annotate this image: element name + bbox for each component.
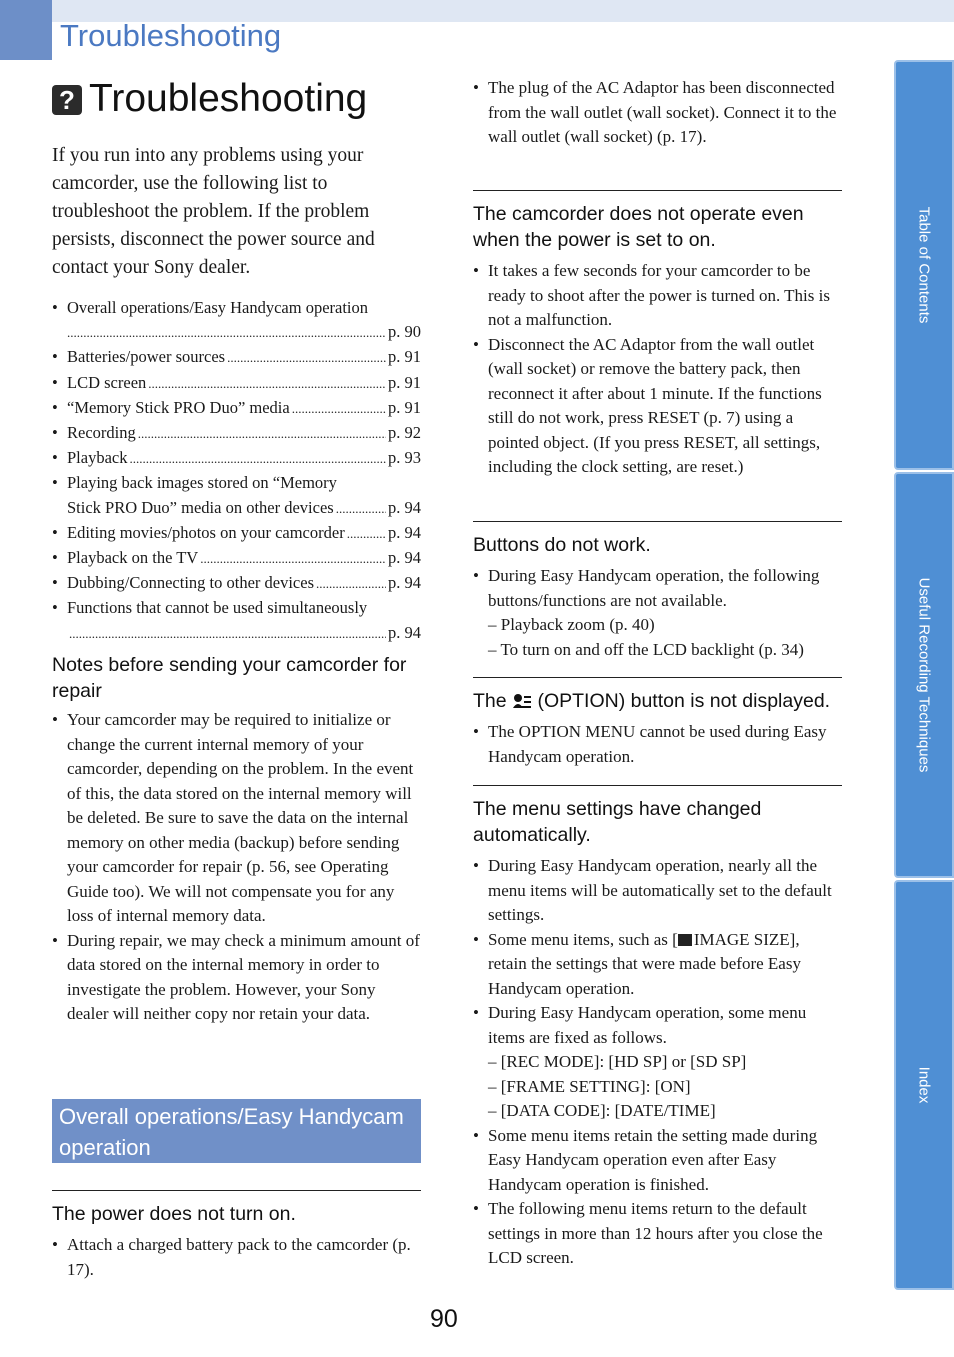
page-number: 90	[430, 1305, 458, 1333]
sub-item: – To turn on and off the LCD backlight (p. 34)	[488, 639, 804, 659]
not-operate-section	[473, 190, 842, 480]
option-heading: The (OPTION) button is not displayed.	[473, 690, 831, 712]
divider	[473, 785, 842, 786]
menu-list	[473, 854, 842, 1271]
sub-item: – [REC MODE]: [HD SP] or [SD SP]	[488, 1052, 747, 1071]
divider	[473, 190, 842, 191]
sub-item: – Playback zoom (p. 40)	[488, 615, 655, 634]
list-item: • It takes a few seconds for your camcorder to be ready to shoot after the power is turned on. This is not a malfunction.	[473, 259, 842, 333]
list-item: • Attach a charged battery pack to the camcorder (p. 17).	[52, 1233, 421, 1282]
option-list	[473, 720, 842, 769]
divider	[473, 521, 842, 522]
list-item: • The OPTION MENU cannot be used during Easy Handycam operation.	[473, 720, 842, 769]
page-title: ? Troubleshooting	[52, 75, 367, 123]
buttons-list	[473, 564, 842, 662]
toc-item[interactable]: • Overall operations/Easy Handycam operation ..... p. 90	[52, 296, 421, 345]
toc-item[interactable]: • Playing back images stored on “Memory Stick PRO Duo” media on other devices ..... p. 94	[52, 471, 421, 520]
divider	[473, 677, 842, 678]
menu-heading: The menu settings have changed automatically.	[473, 798, 762, 846]
buttons-heading: Buttons do not work.	[473, 534, 651, 556]
buttons-section	[473, 521, 842, 662]
menu-section	[473, 785, 842, 1271]
power-section	[52, 1190, 421, 1282]
list-item: • During repair, we may check a minimum amount of data stored on the internal memory in order to investigate the problem. However, your Sony dealer will neither copy nor retain your data.	[52, 929, 421, 1027]
toc-item[interactable]: • Functions that cannot be used simultaneously ..... p. 94	[52, 596, 421, 645]
option-section	[473, 677, 842, 769]
list-item: • Your camcorder may be required to initialize or change the current internal memory of your camcorder, depending on the problem. In the event of this, the data stored on the internal memory will be deleted. Be sure to save the data on the internal memory on other media (backup) before sending your camcorder for repair (p. 56, see Operating Guide too). We will not compensate you for any loss of internal memory data.	[52, 708, 421, 929]
toc-item[interactable]: • Playback ..... p. 93	[52, 446, 421, 471]
tab-table-of-contents[interactable]: Table of Contents	[894, 60, 954, 470]
option-icon	[512, 693, 532, 711]
list-item: • The plug of the AC Adaptor has been disconnected from the wall outlet (wall socket). Connect it to the wall outlet (wall socket) (p. 17).	[473, 76, 842, 150]
toc-item[interactable]: • Dubbing/Connecting to other devices ..... p. 94	[52, 571, 421, 596]
list-item: • The following menu items return to the default settings in more than 12 hours after you close the LCD screen.	[473, 1197, 842, 1271]
not-operate-list	[473, 259, 842, 480]
tab-index[interactable]: Index	[894, 880, 954, 1290]
notes-list	[52, 708, 421, 1027]
toc-list	[52, 296, 421, 646]
power-heading: The power does not turn on.	[52, 1203, 296, 1225]
list-item: • During Easy Handycam operation, nearly all the menu items will be automatically set to the default settings.	[473, 854, 842, 928]
section-header-title: Troubleshooting	[60, 18, 282, 53]
list-item: • Some menu items retain the setting made during Easy Handycam operation even after Easy Handycam operation is finished.	[473, 1124, 842, 1198]
sub-item: – [FRAME SETTING]: [ON]	[488, 1076, 691, 1096]
toc-item[interactable]: • “Memory Stick PRO Duo” media ..... p. 91	[52, 396, 421, 421]
toc-item[interactable]: • LCD screen ..... p. 91	[52, 371, 421, 396]
toc-item[interactable]: • Playback on the TV ..... p. 94	[52, 546, 421, 571]
toc-item[interactable]: • Editing movies/photos on your camcorder ..... p. 94	[52, 521, 421, 546]
toc-item[interactable]: • Recording ..... p. 92	[52, 421, 421, 446]
power-continued	[473, 76, 842, 150]
intro-paragraph: If you run into any problems using your camcorder, use the following list to troubleshoot the problem. If the problem persists, disconnect the power source and contact your Sony dealer.	[52, 145, 375, 278]
not-operate-heading: The camcorder does not operate even when the power is set to on.	[473, 203, 804, 251]
list-item: • During Easy Handycam operation, some menu items are fixed as follows. – [REC MODE]: [HD SP] or [SD SP] – [FRAME SETTING]: [ON] – [DATA CODE]: [DATE/TIME]	[473, 1001, 842, 1124]
section-bar: Overall operations/Easy Handycam operation	[52, 1099, 421, 1163]
toc-item[interactable]: • Batteries/power sources ..... p. 91	[52, 345, 421, 370]
list-item: • Disconnect the AC Adaptor from the wall outlet (wall socket) or remove the battery pack, then reconnect it after about 1 minute. If the functions still do not work, press RESET (p. 7) using a pointed object. (If you press RESET, all settings, including the clock setting, are reset.)	[473, 333, 842, 480]
notes-heading: Notes before sending your camcorder for repair	[52, 654, 407, 702]
image-size-icon	[678, 934, 692, 946]
power-list-a	[52, 1233, 421, 1282]
header-accent-block	[0, 0, 52, 60]
notes-section	[52, 652, 421, 1027]
sub-item: – [DATA CODE]: [DATE/TIME]	[488, 1101, 716, 1120]
tab-useful-recording-techniques[interactable]: Useful Recording Techniques	[894, 472, 954, 878]
list-item: • Some menu items, such as [ IMAGE SIZE], retain the settings that were made before Easy Handycam operation.	[473, 928, 842, 1002]
power-list-b	[473, 76, 842, 150]
question-mark-icon: ?	[52, 85, 82, 115]
list-item: • During Easy Handycam operation, the following buttons/functions are not available. – Playback zoom (p. 40) – To turn on and off the LCD backlight (p. 34)	[473, 564, 842, 662]
divider	[52, 1190, 421, 1191]
